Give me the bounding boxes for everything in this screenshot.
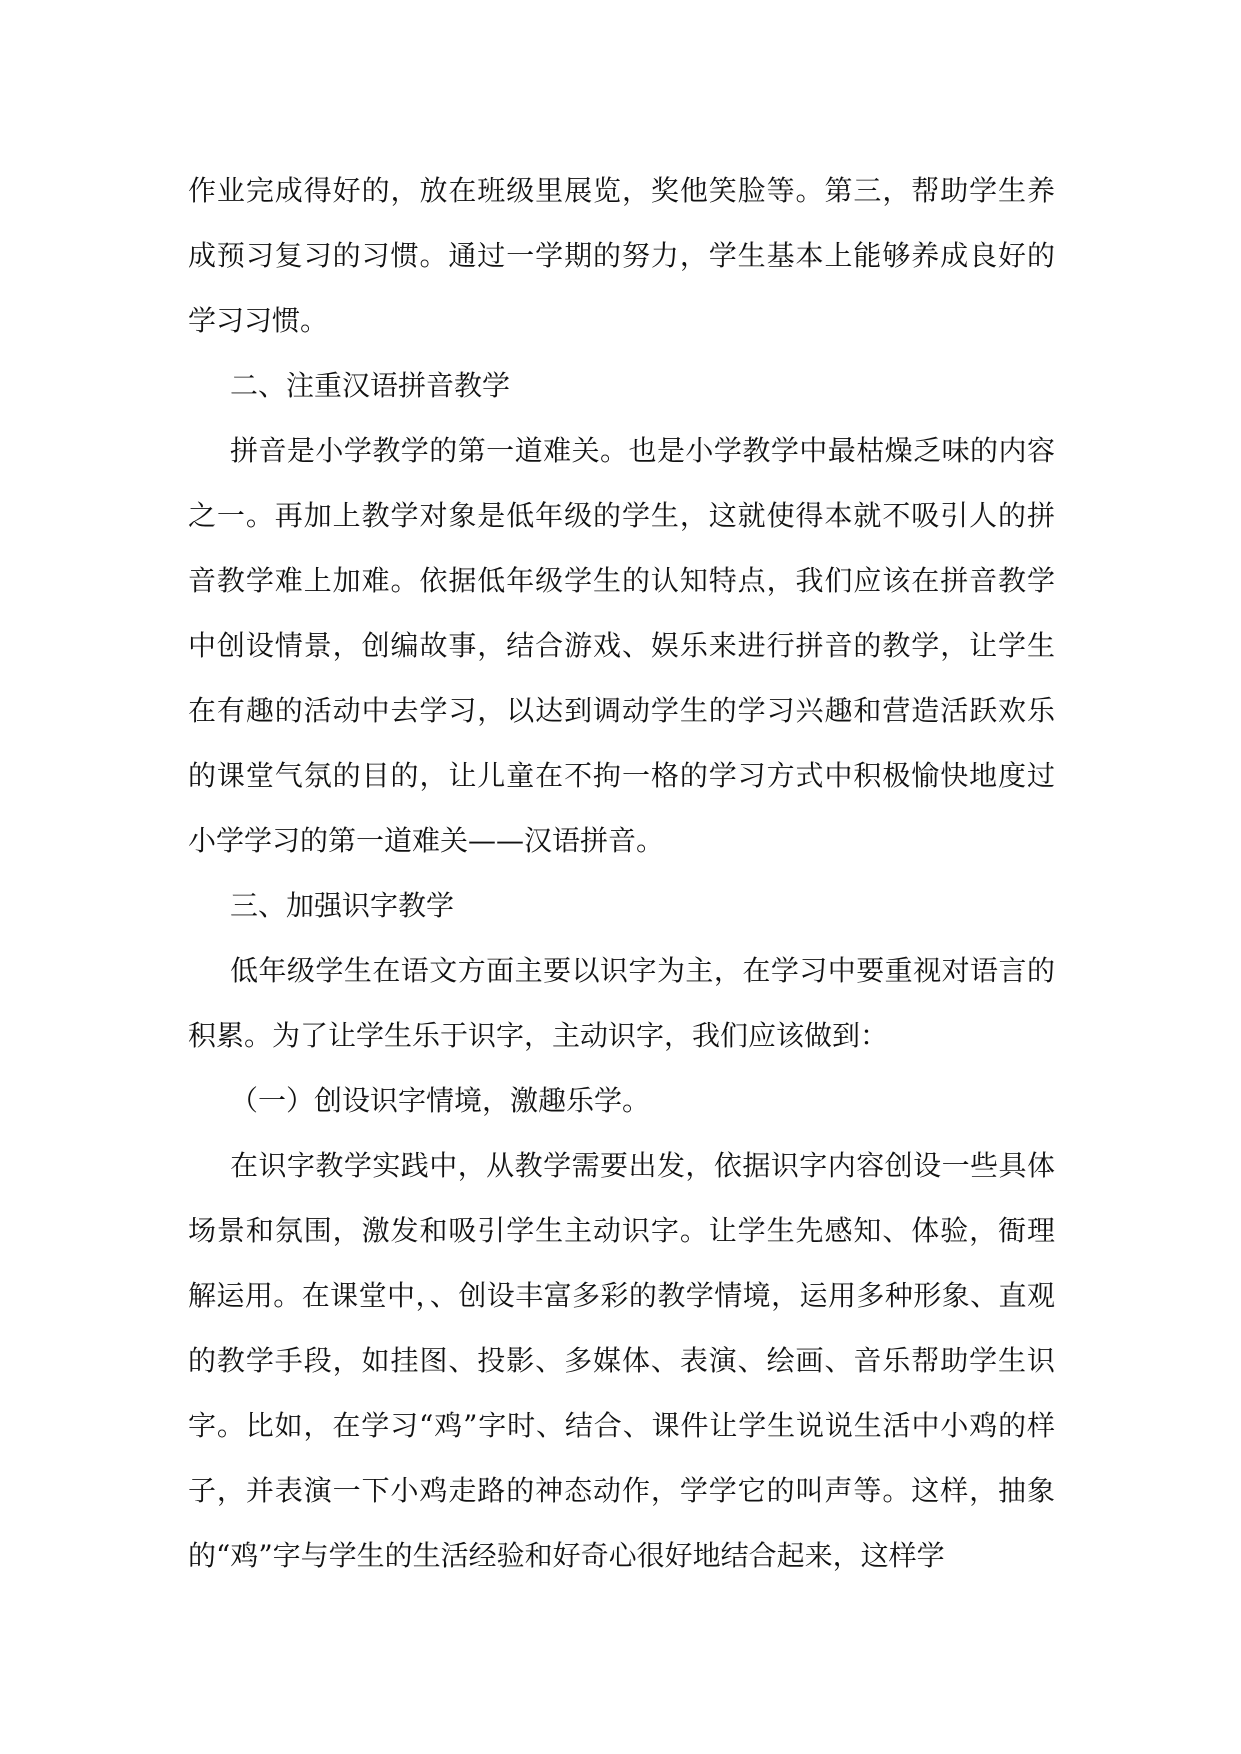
- section-heading-pinyin: 二、注重汉语拼音教学: [230, 369, 511, 402]
- paragraph-literacy-intro: 低年级学生在语文方面主要以识字为主，在学习中要重视对语言的积累。为了让学生乐于识字，主动识字，我们应该做到：: [188, 954, 1055, 1052]
- paragraph-literacy-practice: 在识字教学实践中，从教学需要出发，依据识字内容创设一些具体场景和氛围，激发和吸引学生主动识字。让学生先感知、体验，衙理解运用。在课堂中，、创设丰富多彩的教学情境，运用多种形象、直观的教学手段，如挂图、投影、多媒体、表演、绘画、音乐帮助学生识字。比如，在学习“鸡”字时、结合、课件让学生说说生活中小鸡的样子，并表演一下小鸡走路的神态动作，学学它的叫声等。这样，抽象的“鸡”字与学生的生活经验和好奇心很好地结合起来，这样学: [188, 1149, 1055, 1572]
- paragraph-pinyin-teaching: 拼音是小学教学的第一道难关。也是小学教学中最枯燥乏味的内容之一。再加上教学对象是低年级的学生，这就使得本就不吸引人的拼音教学难上加难。依据低年级学生的认知特点，我们应该在拼音教学中创设情景，创编故事，结合游戏、娱乐来进行拼音的教学，让学生在有趣的活动中去学习，以达到调动学生的学习兴趣和营造活跃欢乐的课堂气氛的目的，让儿童在不拘一格的学习方式中积极愉快地度过小学学习的第一道难关——汉语拼音。: [188, 434, 1055, 857]
- paragraph-habits-continued: 作业完成得好的，放在班级里展览，奖他笑脸等。第三，帮助学生养成预习复习的习惯。通过一学期的努力，学生基本上能够养成良好的学习习惯。: [188, 174, 1055, 337]
- document-body: [188, 158, 1055, 1588]
- subsection-heading-situations: （一）创设识字情境，激趣乐学。: [230, 1084, 651, 1117]
- section-heading-literacy: 三、加强识字教学: [230, 889, 455, 922]
